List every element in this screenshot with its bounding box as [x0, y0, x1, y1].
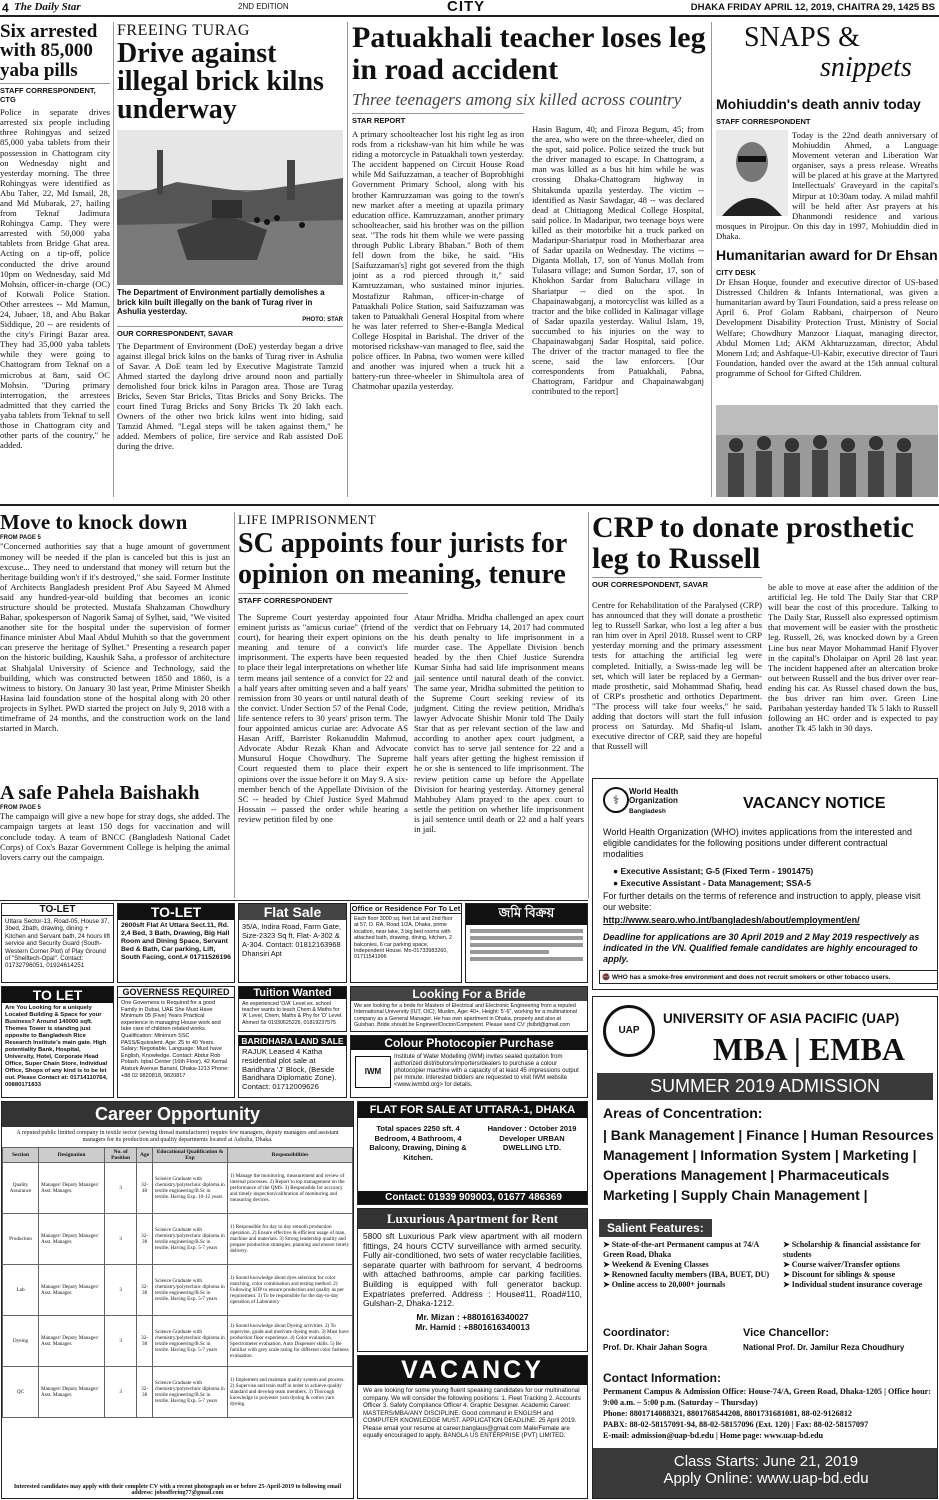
ad-body: 5800 sft Luxurious Park view apartment with all modern fittings, 24 hours CCTV surveillance with armed security. Fully air-conditioned, two sets of water recyclable facilities, separate quarter with bathroom for servant, 4 bedrooms with attached bathrooms, ample car parking facilities. Building is equipped with full generator backup. Expatriates preferred. Address : House#11, Road#110, Gulshan-2, Dhaka-1212.: [363, 1231, 582, 1309]
career-table-cell: 3: [105, 1214, 137, 1265]
ad-body: Institute of Water Modelling (IWM) invites sealed quotation from authorized distributors/importers/dealers to purchase a colour photocopier machine with a capacity of at least 45 impressions output per minute. Interested bidders are requested to visit IWM website <www.iwmbd.org> for details.: [394, 1054, 579, 1088]
career-title: Career Opportunity: [2, 1102, 353, 1127]
career-table-cell: Science Graduate with chemistry/polytechnic diploma in textile engineering/B.Sc in textile. Having Exp. 5-7 years: [153, 1214, 228, 1265]
column-rule: [588, 512, 589, 898]
career-table-cell: Quality Assurance: [3, 1163, 39, 1214]
body-sc-col1: The Supreme Court yesterday appointed four eminent jurists as "amicus curiae" (friend of the court), for hearing their expert opinions on the meaning and tenure of a convict's life imprisonment. The experts have been requested to place their legal interpretations on whether life term means jail sentence of a convict for 22 and a half years after omitting seven and a half years' remission from 30 years or until natural death of the convict. Under Section 57 of the Penal Code, life sentence refers to 30 years' prison term. The four appointed amicus curiae are: Advocate AS Hasan Ariff, Barrister Rokanuddin Mahmud, Advocate Abdur Rezak Khan and Advocate Munsurul Hoque Chowdhury. The Supreme Court requested them to place their expert opinions over the issue before it on May 9. A six-member bench of the Appellate Division of the SC -- headed by Chief Justice Syed Mahmud Hossain -- passed the order while hearing a review petition filed by one: [238, 612, 408, 824]
snippet-byline-2: CITY DESK: [716, 268, 756, 278]
ad-flat-sale: [238, 903, 347, 983]
ad-governess: [117, 986, 235, 1098]
ad-body: Are You Looking for a uniquely Located Building & Space for your Business? Around 140000 sqft. Themes Tower is standing just opposite to Bangladesh Rice Research Institute's main gate. High potentiality Bank, Hospital, University, Hotel, Corporate Head Office, Super Chain Store, Individual Office, Shops of any kind is to be let out. Please Contact at: 01714110764, 00880171833: [5, 1005, 108, 1088]
ad-heading: Flat Sale: [239, 904, 346, 920]
who-country: Bangladesh: [629, 808, 666, 815]
career-table-row: [3, 1214, 353, 1265]
paper-name: The Daily Star: [14, 1, 81, 13]
uap-feature: ➤ Discount for siblings & spouse: [783, 1270, 896, 1279]
career-table-row: [3, 1316, 353, 1367]
ad-luxurious-apartment: [357, 1208, 588, 1352]
ad-body: Uttara Sector-13, Road-05, House 37, 3bed, 2bath, drawing, dining + Kitchen and Servant bath, 24 hours lift service and Security Guard (South-Western Corner Plot) of Play Ground of "Shelltech-Opal". Contact: 01732796051, 01924614251: [5, 918, 110, 970]
snippet-body-1: Today is the 22nd death anniversary of Mohiuddin Ahmed, a Language Movement veteran and Liberation War organiser, says a press release. Wreaths will be placed at his grave at the Martyred Intellectuals' Graveyard in the capital's Mirpur at 10:30am today. A milad mahfil will be held after Asr prayers at his Dhanmondi residence and various mosques in Pirojpur. On this day in 1997, Mohiuddin died in Dhaka.: [716, 130, 938, 241]
career-table-cell: 1) Implement and maintain quality system and process. 2) Supervise and train staff in order to achieve quality standard and develop team members. 3) Thorough knowledge in polyester yarn dyeing & cotton yarn dyeing.: [228, 1367, 353, 1418]
byline-yaba: STAFF CORRESPONDENT, CTG: [0, 83, 110, 104]
uap-vc-label: Vice Chancellor:: [743, 1327, 829, 1339]
uap-area-line-1: | Bank Management | Finance | Human Resources: [603, 1127, 934, 1143]
uap-feature: ➤ State-of-the-art Permanent campus at 74/A Green Road, Dhaka: [603, 1240, 759, 1259]
career-table-header: [3, 1148, 353, 1163]
photo-award: [716, 405, 938, 497]
headline-turag: Drive against illegal brick kilns underway: [117, 38, 324, 125]
career-table-column-header: Educational Qualification & Exp: [153, 1148, 228, 1163]
ad-body: An experienced 'O/A' Level ex. school teacher wants to teach Chem & Maths for 'A' Level, Chem, Maths & Phy for 'O' Level. Ahmed Sir 01930625226, 01819237575: [242, 1001, 343, 1026]
lux-contact-1: Mr. Mizan : +8801616340027: [416, 1311, 529, 1322]
career-table-cell: Science Graduate with chemistry/polytechnic diploma in textile engineering/B.Sc in textile. Having Exp. 10-12 years: [153, 1163, 228, 1214]
career-table-cell: 32-38: [137, 1214, 153, 1265]
article-baishakh: [0, 783, 230, 898]
career-table-cell: 1) Manage the monitoring, measurement and review of internal processes. 2) Report to top management on the performance of the QMS. 3) Responsible for accuracy and timely inspection/calibration of monitoring and measuring devices.: [228, 1163, 353, 1214]
career-table-cell: Manager/ Deputy Manager/ Asst. Manager.: [39, 1367, 105, 1418]
classifieds-rule: [0, 900, 588, 901]
column-rule: [347, 22, 348, 497]
uap-feature: ➤ Weekend & Evening Classes: [603, 1260, 709, 1269]
section-name: CITY: [447, 0, 486, 15]
byline-turag: OUR CORRESPONDENT, SAVAR: [117, 326, 343, 338]
brick-kiln-image: [117, 130, 343, 285]
body-turag: The Department of Environment (DoE) yesterday began a drive against illegal brick kilns on the banks of Turag river in Ashulia of Savar. A DoE team led by Executive Magistrate Tamzid Ahmed started the daylong drive around noon and partially demolished four brick kilns in Paragon area. Those are Turag Bricks, Seven Star Bricks, Titas Bricks and Sony Bricks. The court fined Turag Bricks and Sony Bricks Tk 20 lakh each. Owners of the other two brick kilns went into hiding, said Tamzid Ahmed. "Legal steps will be taken against them," he added. Members of police, fire service and Rab assisted DoE during the drive.: [117, 340, 343, 452]
body-yaba: Police in separate drives arrested six people including three Rohingyas and seized 85,000 yaba tablets from their possession in Chattogram city on Wednesday night and yesterday morning. The three Rohingyas were identified as Abu Taher, 22, Md Ismail, 28, and Md Mubarak, 27, hailing from Teknaf Jadimura Rohingya Camp. They were arrested with 50,000 yaba tablets from Bridge Ghat area. Acting on a tip-off, police conducted the drive around 10pm on Wednesday, said Md Mohsin, officer-in-charge (OC) of Kotwali Police Station. Other arrestees -- Md Mamun, 24, Jubaer, 18, and Abu Bakar Siddique, 20 -- are residents of the city's Firingi Bazar area. They had 35,000 yaba tablets while they were going to Chattogram from Teknaf on a microbus at 8am, said OC Mohsin. "During primary interrogation, the arrestees admitted that they carried the yaba tablets from Teknaf to sell those in Chattogram city and other parts of the country," he added.: [0, 107, 110, 451]
uttara-details: Total spaces 2250 sft. 4 Bedroom, 4 Bathroom, 4 Balcony, Drawing, Dining & Kitchen.: [369, 1124, 467, 1162]
ad-tolet-uttara13: [1, 903, 114, 983]
ad-land-sale-bangla: [465, 903, 588, 983]
uap-areas-title: Areas of Concentration:: [603, 1105, 763, 1121]
uap-feature-text: Weekend & Evening Classes: [611, 1260, 709, 1269]
uap-contact-2: Phone: 8801714088321, 8801768544208, 8801731681081, 88-02-9126812: [603, 1409, 853, 1418]
uap-feature-list-left: [603, 1240, 773, 1290]
body-patuakhali-col1: A primary schoolteacher lost his right leg as iron rods from a rickshaw-van hit him while he was riding a motorcycle in Patuakhali town yesterday. The accident happened on Circuit House Road while Md Saifuzzaman, a teacher of Boprobhighi Government Primary School, along with his brother Kamruzzaman was going to the town's new market after a meeting at upazila primary education office. Kamruzzaman, another primary schoolteacher, said his brother was on the pillion seat. "The rods hit them while we were passing through Public Library Bhaban." Both of them fell down from the bike, he said. "His [Saifuzzaman's] right got severed from the thigh joint as a rod pierced through it," said Kamruzzaman, who sustained minor injuries. Mostafizur Rahman, officer-in-charge of Patuakhali Police Station, said Saifuzzaman was taken to Patuakhali General Hospital from where he was later referred to Sher-e-Bangla Medical College Hospital in Barishal. The driver of the motorised rickshaw-van managed to flee, said the police officer. In Pabna, two women were killed and another was injured when a truck hit a battery-run three-wheeler in Shimultola area of Chatmohar upazila yesterday.: [352, 129, 524, 392]
career-table-cell: 3: [105, 1316, 137, 1367]
who-position-1: ● Executive Assistant; G-5 (Fixed Term - 1901475): [613, 866, 814, 876]
career-intro: A reputed public limited company in textile sector (sewing thread manufacturer) require few managers, deputy managers and assistant managers for its production and quality departments located at Ashulia, Dhaka.: [16, 1130, 339, 1144]
who-intro: World Health Organization (WHO) invites applications from the interested and eligible candidates for the following positions under different contractual modalities: [603, 827, 912, 859]
edition-label: 2ND EDITION: [238, 2, 289, 11]
who-title: VACANCY NOTICE: [743, 795, 886, 812]
career-table-cell: Science Graduate with chemistry/polytechnic diploma in textile engineering/B.Sc in textile. Having Exp. 5-7 years: [153, 1265, 228, 1316]
ad-vacancy: [357, 1355, 588, 1499]
uap-admission-banner: SUMMER 2019 ADMISSION: [597, 1073, 933, 1100]
ad-body: We are looking for some young fluent speaking candidates for our multinational company. We will consider the following positions: 1. Fleet Tracking 2. Accounts Officer 3. Safety Compliance Officer 4. Graphic Designer. Academic Career: MASTERS/MBA/ANY DISCIPLINE. Good command in ENGLISH and COMPUTER KNOWLEDGE MUST. APPLICATION DEADLINE: 25 April 2019. Please email your resume at career.banglaus@gmail.com Male/Female are equally encouraged to apply. BANGLA US ENTERPRISE (PVT) LIMITED.: [363, 1387, 581, 1439]
ad-uttara-flat: [357, 1101, 588, 1205]
uap-programs: MBA | EMBA: [713, 1031, 905, 1067]
ad-baridhara: [238, 1035, 347, 1098]
subheadline-patuakhali: Three teenagers among six killed across country: [352, 90, 682, 109]
uap-feature: ➤ Online access to 20,000+ journals: [603, 1280, 726, 1289]
ad-uap: [592, 996, 938, 1499]
uap-salient-title: Salient Features:: [599, 1219, 712, 1237]
career-table-cell: 32-40: [137, 1163, 153, 1214]
ad-heading: GOVERNESS REQUIRED: [118, 987, 234, 998]
uap-feature-text: Online access to 20,000+ journals: [611, 1280, 726, 1289]
byline-sc: STAFF CORRESPONDENT: [238, 593, 408, 605]
career-table-cell: Manager/ Deputy Manager/ Asst. Manager.: [39, 1163, 105, 1214]
ad-heading: TO-LET: [118, 904, 234, 920]
column-rule: [711, 22, 712, 497]
photo-brick-kiln: [117, 130, 343, 285]
masthead: [0, 0, 939, 16]
body-crp-col2: be able to move at ease after the addition of the artificial leg. He told The Daily Star that CRP will bear the cost of this procedure. Talking to The Daily Star, Russell also expressed optimism that movement will be easier with the prosthetic leg. Russell, 26, was knocked down by a Green Line bus near Mayor Mohammad Hanif Flyover in the capital's Dholaipar on April 28 last year. The incident happened after an altercation broke out between Russell and the bus driver over rear-ending his car. As Russel chased down the bus, the bus driver ran him over. Green Line Paribahan yesterday handed Tk 5 lakh to Russell following an HC order and is expected to pay another Tk 45 lakh in 30 days.: [768, 582, 938, 734]
article-crp: [592, 512, 938, 772]
snippet-headline-2: Humanitarian award for Dr Ehsan: [716, 247, 938, 264]
uttara-contact: Contact: 01939 909003, 01677 486369: [358, 1191, 588, 1204]
snaps-title: [716, 22, 938, 92]
ad-heading: VACANCY: [358, 1356, 587, 1385]
ad-bride: [350, 986, 588, 1032]
ad-heading: Luxurious Apartment for Rent: [358, 1209, 587, 1229]
uap-area-line-3: Operations Management | Pharmaceuticals: [603, 1167, 890, 1183]
ad-tuition: [238, 986, 347, 1032]
who-position-2-text: Executive Assistant - Data Management; SSA-5: [620, 878, 812, 888]
article-turag: [117, 22, 343, 497]
kicker-turag: FREEING TURAG: [117, 22, 250, 39]
career-table-cell: 1) Sound knowledge about dyes selection for color matching, color combination and testing method. 2) Following SOP to ensure production and quality as per requirement. 3) To be responsible for the day-to-day operation of Laboratory: [228, 1265, 353, 1316]
headline-sc: SC appoints four jurists for opinion on meaning, tenure: [238, 528, 567, 590]
career-table-cell: Lab: [3, 1265, 39, 1316]
uap-feature-list-right: [783, 1240, 933, 1290]
ad-body: We are looking for a bride for Masters of Electrical and Electronic Engineering from a reputed International University (IUT, OIC); Muslim, Age: 40+, Height: 5'-6", working for a multinational company as a General Manager. He has own apartment in Dhaka, properly and also at Gulshan. Bride should be Engineer/Doctor/Competent. Please send CV: jfslbd@gmail.com: [354, 1003, 577, 1028]
section-rule: [0, 504, 939, 506]
who-logo: ⚕: [603, 787, 629, 813]
uap-contact-3: PABX: 88-02-58157091-94, 88-02-58157096 (Ext. 120) | Fax: 88-02-58157097: [603, 1420, 869, 1429]
snaps-title-1: SNAPS &: [744, 22, 860, 53]
column-rule: [234, 512, 235, 898]
ad-bangla-body-graphic: [470, 929, 583, 961]
body-knock-down: "Concerned authorities say that a huge amount of government money will be needed if the plan is canceled but this is just an excuse... They need to understand that money will return but the heritage building won't if it's destroyed," she said. Former Institute of Architects Bangladesh president Prof Abu Sayeed M Ahmed said any hundred-year-old building that becomes an iconic structure should be protected. Mustafa Shahzaman Chowdhury Bahar, spokesperson of Nagorik Samaj of Sylhet, said, "We visited another site for the hospital under the supervision of former finance minister Abul Maal Abdul Muhith so that the government can preserve the heritage of Sylhet." Presenting a research paper on the historic building, Kaushik Saha, a professor of architecture at Shahjalal University of Science and Technology, said the building, which was constructed between 1850 and 1860, is a witness to history. On January 30 last year, Prime Minister Sheikh Hasina laid foundation stone of the hospital along with 20 other projects in Sylhet. PWD started the project on July 9, 2018 with a timeframe of 24 months, and the construction work on the land started in March.: [0, 541, 230, 734]
ad-body: 35/A, Indira Road, Farm Gate, Size-2323 Sq ft, Flat- A-302 & A-304. Contact: 01812163968 Dhansiri Apt: [242, 922, 341, 958]
career-table-cell: 1) Responsible for day to day smooth production operation. 2) Ensure effective & efficient usage of man, machine and materials. 3) Strong leadership quality and prepare production strategies, planning and ensure timely delivery.: [228, 1214, 353, 1265]
jump-label: FROM PAGE 5: [0, 535, 41, 542]
dateline: DHAKA FRIDAY APRIL 12, 2019, CHAITRA 29, 1425 BS: [690, 2, 935, 13]
headline-knock-down: Move to knock down: [0, 512, 188, 534]
ad-who-vacancy: [592, 778, 938, 990]
career-footer: Interested candidates may apply with their complete CV with a recent photograph on or before 25-April-2019 to following email address: jobsoffering77@gmail.com: [13, 1484, 342, 1496]
byline-crp: OUR CORRESPONDENT, SAVAR: [592, 577, 762, 589]
career-table-column-header: No. of Position: [105, 1148, 137, 1163]
body-baishakh: The campaign will give a new hope for stray dogs, she added. The campaign targets at least 150 dogs for vaccination and will conclude today. A team of BNCC (Bangladesh National Cadet Corps) of Cox's Bazar Government College is helping the animal lovers carry out the campaign.: [0, 811, 230, 862]
ad-tolet-uttara11: [117, 903, 235, 983]
snippet-headline-1: Mohiuddin's death anniv today: [716, 96, 921, 112]
award-ceremony-image: [716, 405, 938, 497]
career-table-cell: Production: [3, 1214, 39, 1265]
ad-heading: TO LET: [2, 987, 113, 1003]
ad-body: 2600sft Flat At Uttara Sect.11, Rd. 2,4 Bed, 3 Bath, Drawing, Big Hall Room and Dining Space, Servant Bed & Bath, Car parking, Lift, South Facing, cont.# 01711526196: [121, 922, 231, 961]
body-crp-col1: Centre for Rehabilitation of the Paralysed (CRP) has announced that they will donate a prosthetic leg to Russell Sarkar, who lost a leg after a bus ran him over in April 2018. Russel went to CRP yesterday morning and the primary assessment tests for attaching the artificial leg were completed. Initially, a Swiss-made leg will be set, which will later be replaced by a German-made prosthetic, said Mohammad Shafiq, head of CRP's prosthetic and orthotics Department. "The process will take four weeks," he said, adding that doctors will start the full infusion process on Saturday. Md Shafiq-ul Islam, executive director of CRP, said they are hopeful that Russell will: [592, 600, 762, 752]
headline-crp: CRP to donate prosthetic leg to Russell: [592, 512, 914, 575]
uap-feature-text: Scholarship & financial assistance for students: [783, 1240, 921, 1259]
headline-yaba: Six arrested with 85,000 yaba pills: [0, 22, 98, 81]
article-yaba: [0, 22, 110, 497]
career-table-column-header: Age: [137, 1148, 153, 1163]
uap-vc-name: National Prof. Dr. Jamilur Reza Choudhury: [743, 1343, 905, 1352]
headline-patuakhali: Patuakhali teacher loses leg in road accident: [352, 22, 706, 86]
snaps-title-2: snippets: [820, 52, 912, 83]
masthead-rule: [0, 15, 939, 17]
ad-career-opportunity: [1, 1101, 354, 1499]
career-table-cell: 3: [105, 1265, 137, 1316]
career-table-cell: 32-38: [137, 1367, 153, 1418]
ad-heading: Office or Residence For To Let: [351, 904, 461, 913]
photo-credit: PHOTO: STAR: [302, 316, 343, 323]
uap-feature-text: Renowned faculty members (IBA, BUET, DU): [611, 1270, 770, 1279]
career-table-cell: Manager/ Deputy Manager/ Asst. Manager.: [39, 1214, 105, 1265]
career-table-cell: Science Graduate with chemistry/polytechnic diploma in textile engineering/B.Sc in textile. Having Exp. 5-7 years: [153, 1367, 228, 1418]
who-position-1-text: Executive Assistant; G-5 (Fixed Term - 1901475): [620, 866, 814, 876]
career-table-column-header: Designation: [39, 1148, 105, 1163]
ad-body: RAJUK Leased 4 Katha residential plot sale at Baridhara 'J' Block, (Beside Baridhara Diplomatic Zone). Contact: 01712009626: [242, 1047, 337, 1092]
who-org-name: World Health Organization: [629, 787, 679, 805]
who-footer-text: WHO has a smoke-free environment and does not recruit smokers or other tobacco users.: [611, 974, 891, 981]
ad-heading: TO-LET: [2, 904, 113, 916]
iwm-logo: IWM: [355, 1056, 391, 1088]
jump-label: FROM PAGE 5: [0, 805, 41, 812]
ad-photocopier: [350, 1035, 588, 1098]
body-sc-col2: Ataur Mridha. Mridha challenged an apex court verdict that on February 14, 2017 had commuted his death penalty to life imprisonment in a murder case. The Appellate Division bench headed by the then Chief Justice Surendra Kumar Sinha had said life imprisonment means jail sentence until natural death of the convict. The same year, Mridha submitted the petition to the Supreme Court seeking review of its judgment. Citing the review petition, Mridha's lawyer Advocate Shishir Monir told The Daily Star that as per relevant section of the law and according to another apex court judgment, a convict has to serve jail sentence for 22 and a half years after getting the highest remission if he or she is sentenced to life imprisonment. The review petition came up before the Appellate Division for hearing yesterday. Attorney general Mahbubey Alam prayed to the apex court to settle the petition on whether life imprisonment is jail sentence until death or 22 and a half years in jail.: [414, 612, 584, 834]
uap-feature: ➤ Scholarship & financial assistance for students: [783, 1240, 921, 1259]
career-table-row: [3, 1265, 353, 1316]
photo-caption-turag: The Department of Environment partially demolishes a brick kiln built illegally on the bank of Turag river in Ashulia yesterday.: [117, 288, 325, 316]
career-table-cell: Manager/ Deputy Manager/ Asst. Manager.: [39, 1265, 105, 1316]
kicker-sc: LIFE IMPRISONMENT: [238, 512, 377, 527]
ad-heading: Tuition Wanted: [239, 987, 346, 999]
who-more: For further details on the terms of reference and instruction to apply, please visit our website:: [603, 891, 921, 912]
career-table-row: [3, 1163, 353, 1214]
uttara-developer: Handover : October 2019 Developer URBAN DWELLING LTD.: [487, 1124, 577, 1152]
uap-area-line-2: Management | Information System | Marketing |: [603, 1147, 917, 1163]
uap-feature: ➤ Individual student insurance coverage: [783, 1280, 923, 1289]
article-knock-down: [0, 512, 230, 802]
career-table-cell: Science Graduate with chemistry/polytechnic diploma in textile engineering/B.Sc in textile. Having Exp. 5-7 years: [153, 1316, 228, 1367]
ad-themes-tower: [1, 986, 114, 1098]
career-table-cell: 32-38: [137, 1265, 153, 1316]
uap-contact-1: Permanent Campus & Admission Office: House-74/A, Green Road, Dhaka-1205 | Office hour: 9:00 a.m. – 5:00 p.m. (Saturday – Thursday): [603, 1387, 931, 1407]
uap-logo: UAP: [603, 1005, 655, 1057]
uap-contact-title: Contact Information:: [603, 1371, 721, 1385]
ad-heading: Colour Photocopier Purchase: [351, 1036, 587, 1050]
ad-body: One Governess is Required for a good Family in Dubai, UAE She Must Have Minimum 05 (Five) Years Practical experience in managing House work and take care of children related works. Qualification: Minimum SSC PASS/Equivalent. Age: 25 to 40 Years. Salary: Negotiable. Language: Must have English, Knowledge. Contact: Abdur Rob Polash. Iqbal Center (16th Floor), 42 Kemal Ataturk Avenue Banani, Dhaka-1213 Phone: +88 02 9820818, 9820817: [121, 1000, 229, 1079]
uap-feature-text: State-of-the-art Permanent campus at 74/A Green Road, Dhaka: [603, 1240, 759, 1259]
uap-feature-text: Discount for siblings & spouse: [791, 1270, 896, 1279]
uap-feature: ➤ Renowned faculty members (IBA, BUET, DU): [603, 1270, 770, 1279]
portrait-image: [716, 130, 788, 216]
ad-heading: BARIDHARA LAND SALE: [239, 1036, 346, 1046]
who-deadline: Deadline for applications are 30 April 2019 and 2 May 2019 respectively as indicated in the VN. Qualified female candidates are highly encouraged to apply.: [603, 932, 920, 964]
uap-area-line-4: Marketing | Supply Chain Management |: [603, 1187, 868, 1203]
career-table-cell: Dyeing: [3, 1316, 39, 1367]
headline-baishakh: A safe Pahela Baishakh: [0, 783, 200, 804]
snippet-body-2: Dr Ehsan Hoque, founder and executive director of US-based Distressed Children & Infants International, was given a humanitarian award by Tauri Foundation, said a press release on April 6. Prof Golam Rabbani, chairperson of Neuro Development Disability Protection Trust, Ministry of Social Welfare; Chowdhury Manzoor Liaquat, managing director, Abdul Momen Ltd; AKM Akhtaruzzaman, director, Abdul Monem Ltd; and Ashfaque-Ul-Kabir, executive director of Tauri Foundation, handed over the award at the 15th annual cultural programme of School for Gifted Children.: [716, 277, 938, 378]
ad-body: Each floor 3000 sq. feet 1st and 2nd floor at 57, D. RA, Road 1/2A, Dhaka, prime location, near lake, 3 big bed rooms with attached bath, drawing, dining, kitchen, 2 balconies, 6 car parking space, Independent House. Mo-01733983260, 01711541996: [354, 916, 453, 961]
body-patuakhali-col2: Hasin Bagum, 40; and Firoza Begum, 45; from the area, who were on the three-wheeler, died on the spot, said police. Police seized the truck but the driver managed to escape. In Chattogram, a man was killed as a bus hit him while he was crossing Dhaka-Chattogram highway in Shitakunda upazila yesterday. The victim -- identified as Nasir Sawdagar, 48 -- was declared dead at Chittagong Medical College Hospital, said police. In Madaripur, two teenage boys were killed as their motorbike hit a truck parked on Madaripur-Shariatpur road in Motherbazar area of Sadar upazila on Wednesday. The victims -- Diganta Mollah, 17, son of Yunus Mollah from Tulasara village; and Sumon Sordar, 17, son of Khokhon Sardar from Baluchara village in Shariatpur -- died on the spot. In Chapainawabganj, a motorcyclist was killed as a tractor and the bike collided in Kalinagar village of Sadar upazila yesterday. Waliul Islam, 19, succumbed to his injuries on the way to Chapainawabganj Sadar Hospital, said police. The driver of the tractor managed to flee the scene, said the law enforcers. [Our correspondents from Patuakhali, Pabna, Chattogram, Faridpur and Chapainawabganj contributed to the report]: [532, 124, 704, 397]
uap-feature-text: Individual student insurance coverage: [791, 1280, 923, 1289]
uap-coordinator-label: Coordinator:: [603, 1327, 670, 1339]
article-patuakhali: [352, 22, 707, 497]
uap-footer-banner: [593, 1448, 938, 1498]
ad-heading: Looking For a Bride: [351, 987, 587, 1001]
career-table-cell: QC: [3, 1367, 39, 1418]
ad-heading: FLAT FOR SALE AT UTTARA-1, DHAKA: [358, 1102, 587, 1118]
uap-apply-online[interactable]: Apply Online: www.uap-bd.edu: [663, 1470, 869, 1487]
career-table-cell: 32-38: [137, 1316, 153, 1367]
career-table-cell: Manager/ Deputy Manager/ Asst. Manager.: [39, 1316, 105, 1367]
who-footer: 🚭 WHO has a smoke-free environment and does not recruit smokers or other tobacco users.: [599, 970, 938, 984]
ad-heading: জমি বিক্রয়: [466, 904, 587, 925]
career-table: [2, 1147, 353, 1418]
career-table-cell: 3: [105, 1163, 137, 1214]
article-supreme-court: [238, 512, 584, 898]
page-number: 4: [2, 1, 9, 15]
column-rule: [113, 22, 114, 497]
lux-contact-2: Mr. Hamid : +8801616340013: [415, 1321, 530, 1332]
uap-class-start: Class Starts: June 21, 2019: [673, 1453, 859, 1470]
uap-feature-text: Course waiver/Transfer options: [791, 1260, 900, 1269]
ad-office-residence: [350, 903, 462, 983]
uap-name: UNIVERSITY OF ASIA PACIFIC (UAP): [663, 1011, 900, 1026]
who-position-2: ● Executive Assistant - Data Management; SSA-5: [613, 878, 812, 888]
portrait-mohiuddin: [716, 130, 788, 216]
snaps-snippets: [716, 22, 938, 497]
career-table-row: [3, 1367, 353, 1418]
career-table-cell: 1) Sound knowledge about Dyeing activities. 2) To supervise, guide and motivate dyeing team. 3) Must have production floor experience. 4) Color evaluation, Spectrometer evaluation, Auto Dispenser skills. 5) Be familiar with grey scale rating for different color fastness evaluation.: [228, 1316, 353, 1367]
who-url-link[interactable]: http://www.searo.who.int/bangladesh/about/employment/en/: [603, 915, 860, 925]
snippet-byline-1: STAFF CORRESPONDENT: [716, 117, 811, 126]
uap-feature: ➤ Course waiver/Transfer options: [783, 1260, 900, 1269]
career-table-cell: 3: [105, 1367, 137, 1418]
byline-patuakhali: STAR REPORT: [352, 113, 524, 125]
career-table-column-header: Responsibilities: [228, 1148, 353, 1163]
uap-contact-4: E-mail: admission@uap-bd.edu | Home page: www.uap-bd.edu: [603, 1431, 824, 1440]
uap-coordinator-name: Prof. Dr. Khair Jahan Sogra: [603, 1343, 708, 1352]
career-table-column-header: Section: [3, 1148, 39, 1163]
